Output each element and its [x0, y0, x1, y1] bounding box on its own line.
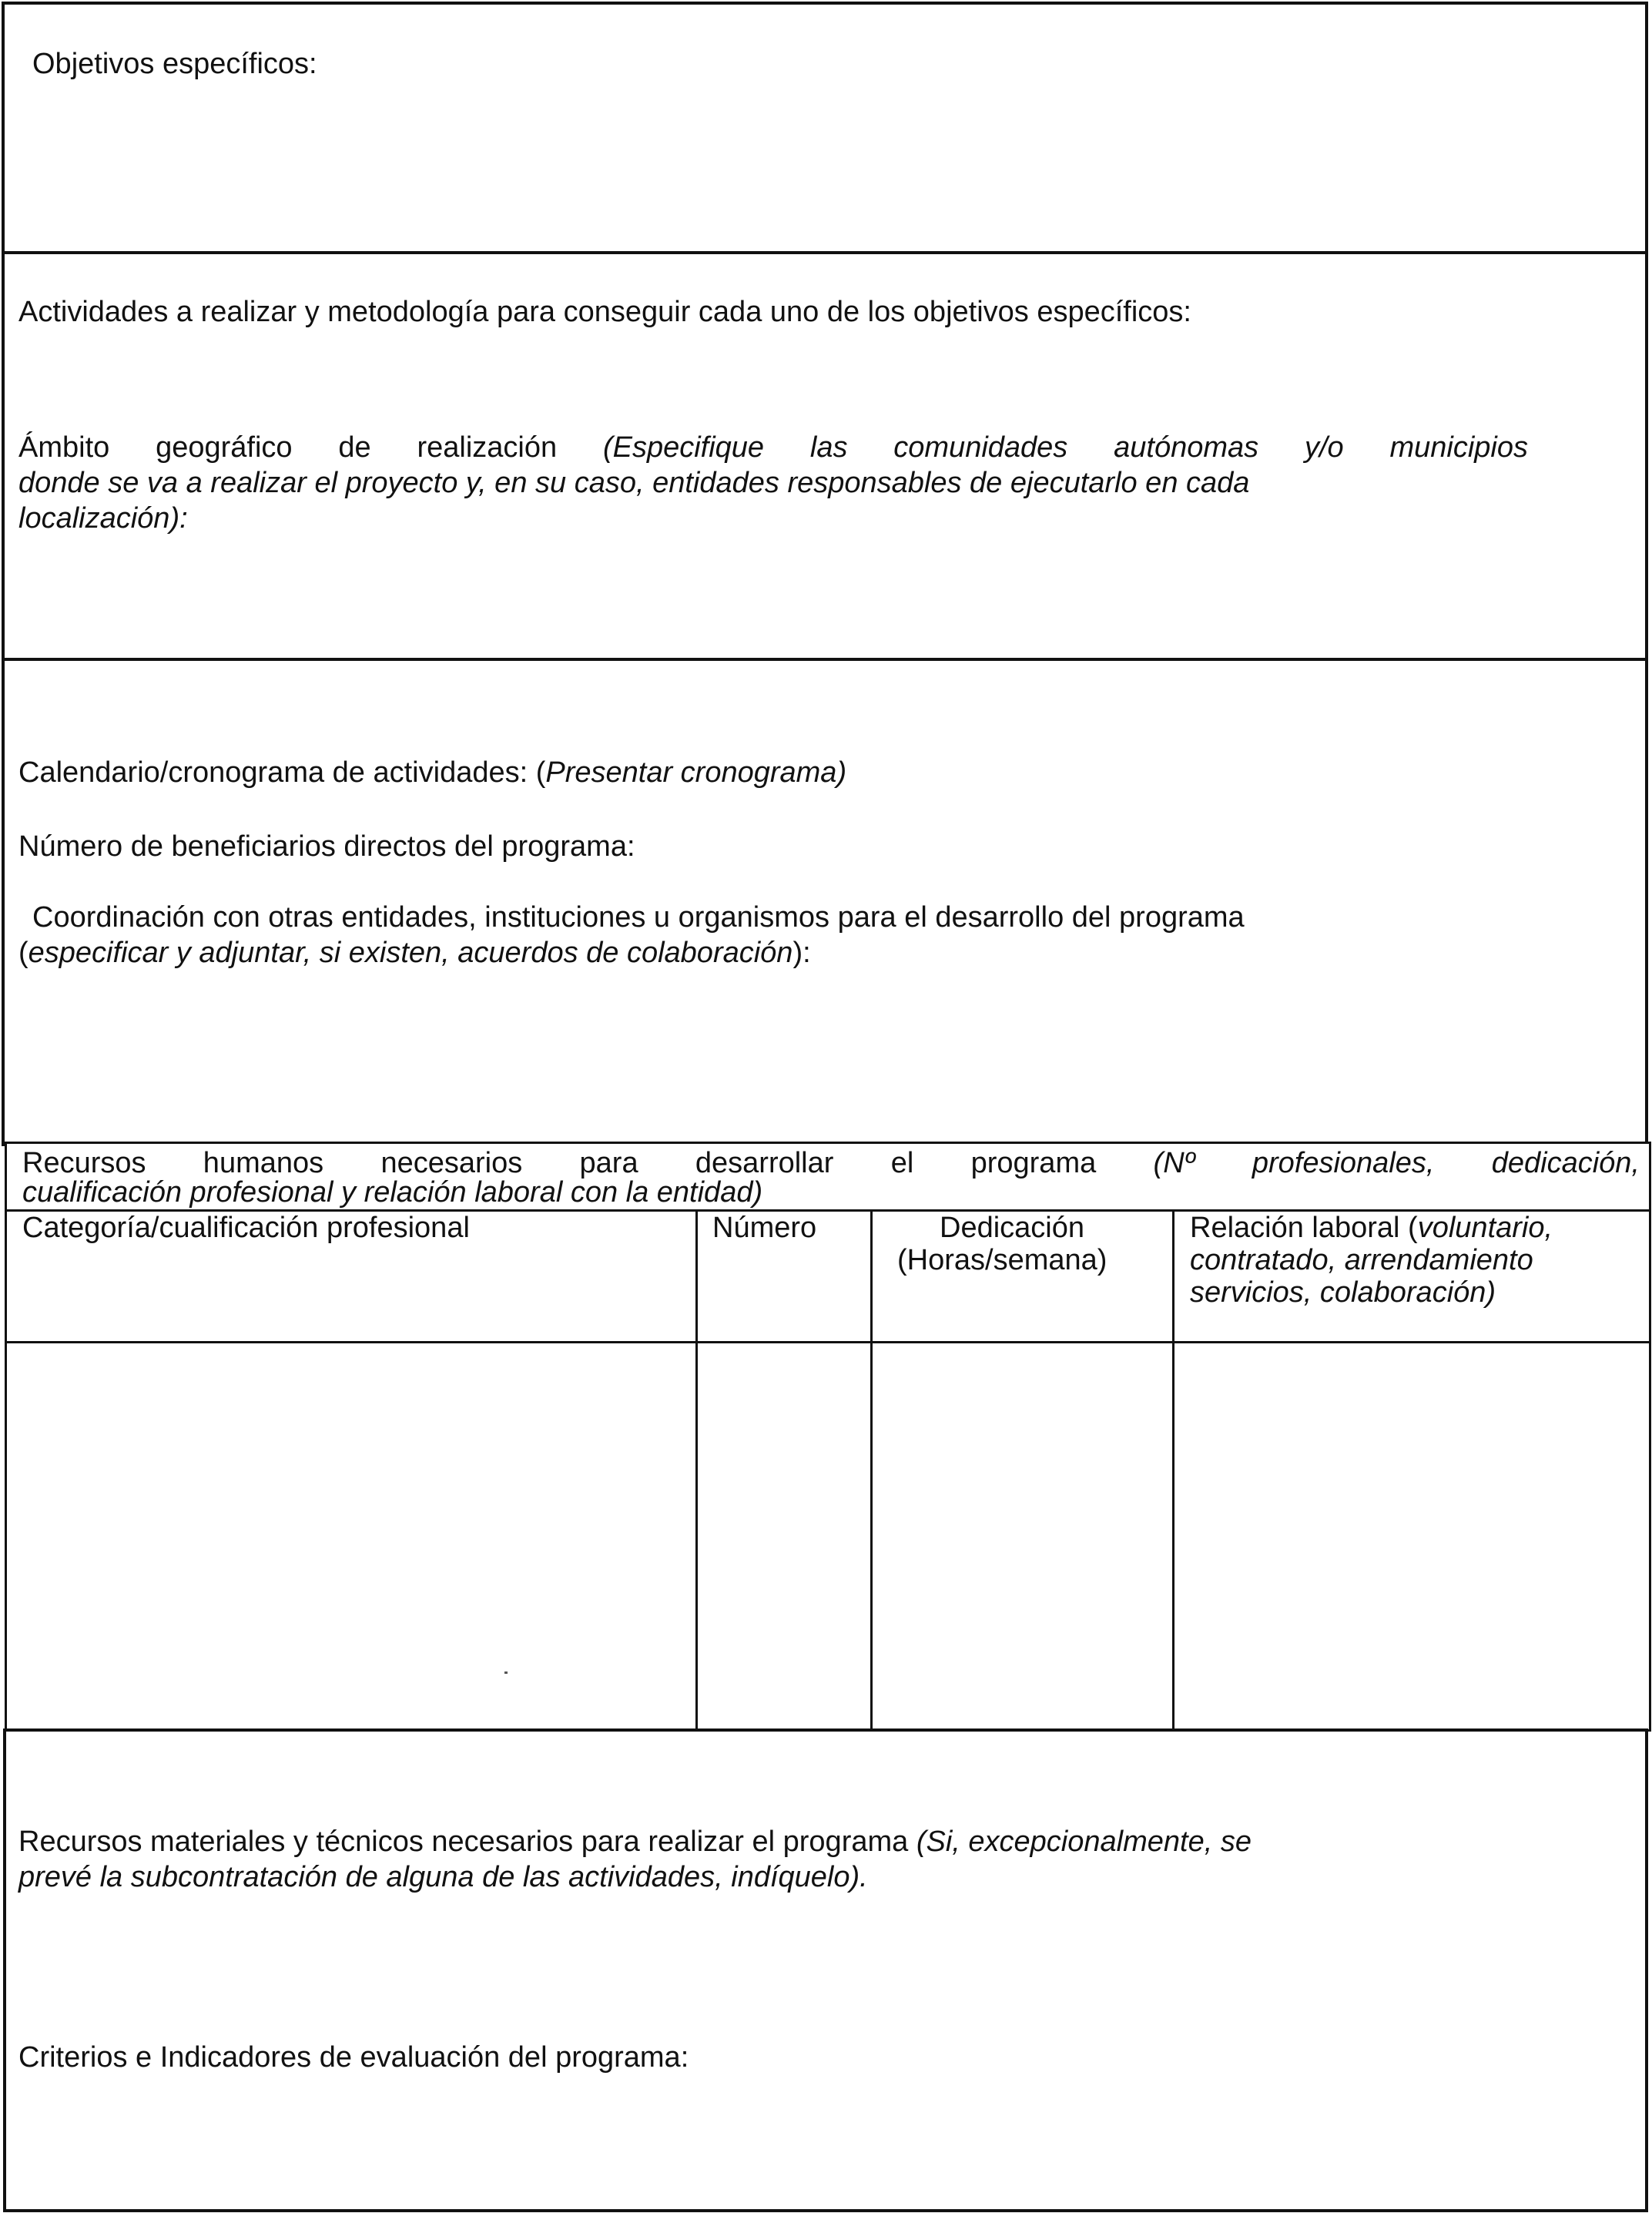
coordinacion-line-2 — [18, 935, 811, 971]
col-header-relacion-1 — [1190, 1212, 1553, 1244]
relacion-note-1: voluntario, — [1417, 1212, 1553, 1244]
calendario-line — [18, 755, 846, 790]
cell-relacion[interactable] — [1174, 1343, 1649, 1729]
ambito-label: Ámbito geográfico de realización — [18, 431, 558, 464]
recursos-materiales-note-1: (Si, excepcionalmente, se — [916, 1826, 1252, 1858]
criterios-label: Criterios e Indicadores de evaluación del programa: — [18, 2041, 689, 2074]
recursos-humanos-table — [5, 1142, 1651, 1732]
recursos-materiales-label: Recursos materiales y técnicos necesarios para realizar el programa — [18, 1826, 909, 1858]
ambito-line-1 — [18, 430, 1528, 465]
ambito-note-2: donde se va a realizar el proyecto y, en su caso, entidades responsables de ejecutarlo en cada — [18, 467, 1250, 499]
recursos-materiales-note-2: prevé la subcontratación de alguna de las actividades, indíquelo). — [18, 1861, 868, 1893]
col-header-relacion-2: contratado, arrendamiento — [1190, 1244, 1533, 1276]
actividades-label: Actividades a realizar y metodología para conseguir cada uno de los objetivos específicos: — [18, 296, 1191, 328]
actividades-section[interactable] — [2, 251, 1648, 661]
cell-categoria[interactable] — [7, 1343, 695, 1729]
col-header-dedicacion-1: Dedicación — [940, 1212, 1084, 1244]
col-header-categoria: Categoría/cualificación profesional — [22, 1212, 470, 1244]
ambito-note-1: (Especifique las comunidades autónomas y/o municipios — [602, 431, 1528, 464]
recursos-humanos-note-1: (Nº profesionales, dedicación, — [1153, 1147, 1640, 1179]
calendario-section[interactable] — [2, 658, 1648, 1146]
recursos-materiales-line-1 — [18, 1824, 1252, 1859]
calendario-note: Presentar cronograma) — [545, 756, 847, 789]
cell-numero[interactable] — [698, 1343, 870, 1729]
recursos-materiales-section[interactable] — [3, 1728, 1648, 2212]
cell-dedicacion[interactable] — [873, 1343, 1172, 1729]
objetivos-label: Objetivos específicos: — [32, 48, 317, 80]
coordinacion-open: ( — [18, 937, 28, 969]
relacion-label: Relación laboral ( — [1190, 1212, 1418, 1244]
recursos-humanos-title: Recursos humanos necesarios para desarrollar el programa — [22, 1147, 1097, 1179]
col-header-dedicacion-2: (Horas/semana) — [897, 1244, 1107, 1276]
coordinacion-note: especificar y adjuntar, si existen, acuerdos de colaboración — [28, 937, 793, 969]
coordinacion-line-1: Coordinación con otras entidades, instituciones u organismos para el desarrollo del programa — [32, 901, 1245, 934]
objetivos-section — [2, 2, 1648, 254]
recursos-humanos-title-line-1 — [22, 1147, 1640, 1179]
beneficiarios-label: Número de beneficiarios directos del programa: — [18, 830, 635, 863]
col-header-relacion-3: servicios, colaboración) — [1190, 1276, 1496, 1309]
coordinacion-close: ): — [792, 937, 811, 969]
recursos-humanos-note-2: cualificación profesional y relación laboral con la entidad) — [22, 1176, 763, 1209]
col-header-numero: Número — [712, 1212, 817, 1244]
scan-speck — [504, 1671, 508, 1674]
calendario-label: Calendario/cronograma de actividades: ( — [18, 756, 546, 789]
ambito-note-3: localización): — [18, 502, 188, 535]
